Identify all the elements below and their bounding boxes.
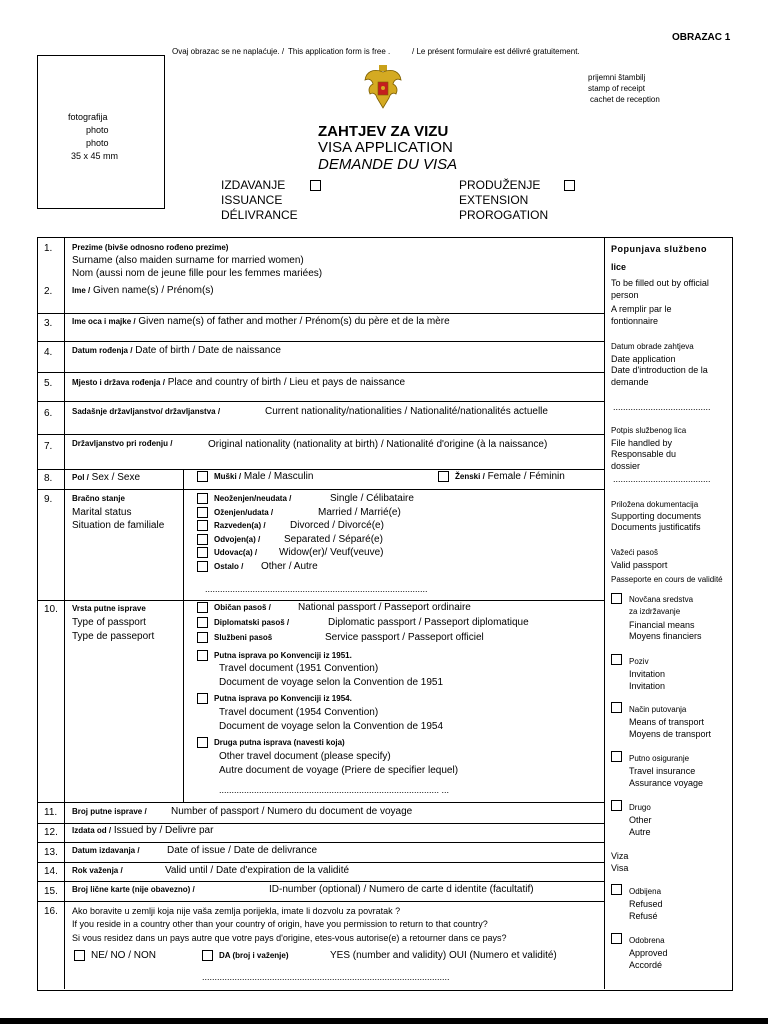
issuance-label-en: ISSUANCE bbox=[221, 193, 283, 207]
sidebar-title-3: To be filled out by official bbox=[611, 278, 709, 288]
field-12-label-rest: Issued by / Delivre par bbox=[113, 825, 214, 836]
sidebar-means-mne-2: za izdržavanje bbox=[629, 607, 681, 616]
stamp-label-3: cachet de reception bbox=[590, 95, 660, 104]
sidebar-date-app-fr-2: demande bbox=[611, 377, 649, 387]
field-3-label-rest: Given name(s) of father and mother / Prénom(s) du père et de la mère bbox=[138, 316, 450, 327]
sex-female-option[interactable] bbox=[438, 471, 565, 482]
passport-1954-mne: Putna isprava po Konvenciji iz 1954. bbox=[214, 694, 352, 704]
sidebar-date-app-fr: Date d'introduction de la bbox=[611, 365, 708, 375]
return-yes-rest: YES (number and validity) OUI (Numero et validité) bbox=[330, 950, 557, 961]
field-16-question-fr: Si vous residez dans un pays autre que votre pays d'origine, etes-vous autorise(e) a retourner dans ce pays? bbox=[72, 933, 507, 943]
sidebar-refused-fr: Refusé bbox=[629, 911, 658, 921]
sidebar-approved-checkbox[interactable] bbox=[611, 933, 622, 944]
passport-1954-checkbox[interactable] bbox=[197, 693, 208, 704]
sidebar-date-app-en: Date application bbox=[611, 354, 676, 364]
sidebar-transport-fr: Moyens de transport bbox=[629, 729, 712, 739]
extension-label-en: EXTENSION bbox=[459, 193, 529, 207]
sidebar-invitation-checkbox[interactable] bbox=[611, 654, 622, 665]
passport-option-national[interactable] bbox=[197, 602, 271, 613]
sidebar-transport-mne: Način putovanja bbox=[629, 705, 687, 714]
sidebar-invitation-en: Invitation bbox=[629, 669, 666, 679]
passport-other-checkbox[interactable] bbox=[197, 737, 208, 748]
passport-diplomatic-mne: Diplomatski pasoš / bbox=[214, 618, 290, 628]
field-4-label[interactable] bbox=[72, 345, 281, 356]
sidebar-date-app-mne: Datum obrade zahtjeva bbox=[611, 342, 694, 351]
sidebar-refused-checkbox[interactable] bbox=[611, 884, 622, 895]
sidebar-title-4: person bbox=[611, 290, 639, 300]
issuance-label-mne: IZDAVANJE bbox=[221, 178, 286, 192]
field-1-label-en: Surname (also maiden surname for married women) bbox=[72, 255, 304, 266]
marital-option-other[interactable] bbox=[197, 561, 243, 572]
sidebar-docs-fr: Documents justificatifs bbox=[611, 522, 701, 532]
sidebar-insurance-checkbox[interactable] bbox=[611, 751, 622, 762]
sidebar-approved-mne: Odobrena bbox=[629, 936, 665, 945]
sidebar-other-checkbox[interactable] bbox=[611, 800, 622, 811]
sex-male-checkbox[interactable] bbox=[197, 471, 208, 482]
field-13-label-mne: Datum izdavanja / bbox=[72, 846, 140, 855]
sidebar-signature-en: File handled by bbox=[611, 438, 673, 448]
sidebar-title-1: Popunjava službeno bbox=[611, 244, 708, 254]
field-2-number: 2. bbox=[44, 286, 53, 297]
field-16-number: 16. bbox=[44, 906, 58, 917]
return-no-option[interactable] bbox=[74, 950, 156, 961]
sidebar-transport-en: Means of transport bbox=[629, 717, 705, 727]
sex-female-checkbox[interactable] bbox=[438, 471, 449, 482]
field-1-label-mne: Prezime (bivše odnosno rođeno prezime) bbox=[72, 243, 229, 252]
sidebar-passport-fr: Passeporte en cours de validité bbox=[611, 575, 723, 584]
field-9-label-fr: Situation de familiale bbox=[72, 520, 165, 531]
return-no-checkbox[interactable] bbox=[74, 950, 85, 961]
marital-single-mne: Neoženjen/neudata / bbox=[214, 494, 292, 504]
passport-option-diplomatic[interactable] bbox=[197, 617, 289, 628]
marital-separated-mne: Odvojen(a) / bbox=[214, 535, 261, 545]
field-10-label-fr: Type de passeport bbox=[72, 631, 155, 642]
field-11-label-mne: Broj putne isprave / bbox=[72, 807, 147, 816]
field-16-question-mne: Ako boravite u zemlji koja nije vaša zemlja porijekla, imate li dozvolu za povratak ? bbox=[72, 906, 401, 916]
marital-separated-checkbox[interactable] bbox=[197, 534, 208, 545]
return-yes-fill-line[interactable]: ................................................................................................... bbox=[202, 972, 450, 982]
field-5-label-rest: Place and country of birth / Lieu et pays de naissance bbox=[167, 377, 406, 388]
return-yes-option[interactable] bbox=[202, 950, 289, 961]
stamp-label-2: stamp of receipt bbox=[588, 84, 645, 93]
title-fr: DEMANDE DU VISA bbox=[318, 156, 458, 173]
marital-other-fill-line[interactable]: ......................................................................................... bbox=[205, 584, 428, 594]
sex-female-rest: Female / Féminin bbox=[487, 471, 565, 483]
sidebar-means-checkbox[interactable] bbox=[611, 593, 622, 604]
marital-other-checkbox[interactable] bbox=[197, 561, 208, 572]
sex-male-mne: Muški / bbox=[214, 472, 242, 482]
field-6-label-mne: Sadašnje državljanstvo/ državljanstva / bbox=[72, 407, 221, 416]
sidebar-title-5: A remplir par le bbox=[611, 304, 672, 314]
field-2-label-rest: Given name(s) / Prénom(s) bbox=[93, 285, 214, 296]
field-7-label-mne: Državljanstvo pri rođenju / bbox=[72, 439, 173, 448]
field-9-label-en: Marital status bbox=[72, 507, 132, 518]
marital-widow-checkbox[interactable] bbox=[197, 547, 208, 558]
field-3-label-mne: Ime oca i majke / bbox=[72, 317, 136, 326]
field-14-label-mne: Rok važenja / bbox=[72, 866, 123, 875]
sidebar-docs-mne: Priložena dokumentacija bbox=[611, 500, 699, 509]
field-5-label-mne: Mjesto i država rođenja / bbox=[72, 378, 165, 387]
marital-divorced-mne: Razveden(a) / bbox=[214, 521, 266, 531]
sidebar-signature-fill-line[interactable]: ....................................... bbox=[613, 474, 711, 484]
return-yes-mne: DA (broj i važenje) bbox=[219, 951, 289, 961]
marital-single-checkbox[interactable] bbox=[197, 493, 208, 504]
passport-1951-fr: Document de voyage selon la Convention de 1951 bbox=[219, 677, 444, 688]
free-notice-fr: / Le présent formulaire est délivré gratuitement. bbox=[412, 47, 580, 56]
passport-option-service[interactable] bbox=[197, 632, 272, 643]
photo-label-3: photo bbox=[86, 138, 109, 148]
field-11-number: 11. bbox=[44, 807, 58, 818]
page-bottom-edge bbox=[0, 1018, 768, 1024]
field-5-number: 5. bbox=[44, 378, 53, 389]
sex-male-rest: Male / Masculin bbox=[243, 471, 314, 483]
sidebar-visa-mne: Viza bbox=[611, 851, 629, 861]
marital-option-widow[interactable] bbox=[197, 547, 257, 558]
marital-option-divorced[interactable] bbox=[197, 520, 266, 531]
free-notice-en: This application form is free . bbox=[288, 47, 391, 56]
passport-service-mne: Službeni pasoš bbox=[214, 633, 273, 643]
field-15-number: 15. bbox=[44, 886, 58, 897]
photo-label-4: 35 x 45 mm bbox=[71, 151, 119, 161]
extension-label-mne: PRODUŽENJE bbox=[459, 178, 541, 192]
sidebar-invitation-fr: Invitation bbox=[629, 681, 666, 691]
passport-1954-en: Travel document (1954 Convention) bbox=[219, 707, 379, 718]
coat-of-arms-emblem bbox=[363, 64, 403, 112]
return-no-label: NE/ NO / NON bbox=[91, 950, 157, 962]
marital-option-separated[interactable] bbox=[197, 534, 260, 545]
field-4-label-rest: Date of birth / Date de naissance bbox=[135, 345, 281, 356]
marital-other-rest: Other / Autre bbox=[261, 561, 318, 572]
title-en: VISA APPLICATION bbox=[318, 139, 453, 156]
field-15-label-mne: Broj lične karte (nije obavezno) / bbox=[72, 885, 195, 894]
sidebar-docs-en: Supporting documents bbox=[611, 511, 702, 521]
sidebar-insurance-mne: Putno osiguranje bbox=[629, 754, 690, 763]
passport-option-other[interactable] bbox=[197, 737, 345, 748]
sidebar-title-6: fontionnaire bbox=[611, 316, 659, 326]
field-7-number: 7. bbox=[44, 441, 53, 452]
sidebar-date-fill-line[interactable]: ....................................... bbox=[613, 402, 711, 412]
extension-label-fr: PROROGATION bbox=[459, 208, 549, 222]
marital-separated-rest: Separated / Séparé(e) bbox=[284, 534, 383, 545]
sidebar-title-2: lice bbox=[611, 262, 627, 272]
field-14-label-rest: Valid until / Date d'expiration de la validité bbox=[165, 865, 350, 876]
field-7-label-rest: Original nationality (nationality at birth) / Nationalité d'origine (à la naissance) bbox=[208, 439, 548, 450]
field-12-label[interactable] bbox=[72, 825, 213, 836]
sidebar-signature-fr: Responsable du bbox=[611, 449, 677, 459]
marital-divorced-checkbox[interactable] bbox=[197, 520, 208, 531]
field-8-number: 8. bbox=[44, 473, 53, 484]
field-14-number: 14. bbox=[44, 866, 58, 877]
stamp-label-1: prijemni štambilj bbox=[588, 73, 646, 82]
marital-married-mne: Oženjen/udata / bbox=[214, 508, 274, 518]
return-yes-checkbox[interactable] bbox=[202, 950, 213, 961]
field-2-label[interactable] bbox=[72, 285, 214, 296]
marital-single-rest: Single / Célibataire bbox=[330, 493, 414, 504]
passport-1951-mne: Putna isprava po Konvenciji iz 1951. bbox=[214, 651, 352, 661]
field-10-label-mne: Vrsta putne isprave bbox=[72, 604, 146, 613]
passport-option-1954[interactable] bbox=[197, 693, 352, 704]
field-1-number: 1. bbox=[44, 243, 53, 254]
field-9-label-mne: Bračno stanje bbox=[72, 494, 125, 503]
sidebar-approved-fr: Accordé bbox=[629, 960, 663, 970]
passport-other-en: Other travel document (please specify) bbox=[219, 751, 391, 762]
field-8-label bbox=[72, 472, 140, 483]
field-12-number: 12. bbox=[44, 827, 58, 838]
field-13-number: 13. bbox=[44, 847, 58, 858]
field-8-label-mne: Pol / bbox=[72, 473, 89, 482]
sex-male-option[interactable] bbox=[197, 471, 313, 482]
field-15-label-rest: ID-number (optional) / Numero de carte d identite (facultatif) bbox=[269, 884, 534, 895]
field-4-number: 4. bbox=[44, 347, 53, 358]
field-9-number: 9. bbox=[44, 494, 53, 505]
sidebar-refused-mne: Odbijena bbox=[629, 887, 662, 896]
sidebar-passport-en: Valid passport bbox=[611, 560, 668, 570]
field-13-label-rest: Date of issue / Date de delivrance bbox=[167, 845, 318, 856]
field-3-label[interactable] bbox=[72, 316, 450, 327]
sidebar-invitation-mne: Poziv bbox=[629, 657, 649, 666]
sidebar-refused-en: Refused bbox=[629, 899, 663, 909]
passport-service-checkbox[interactable] bbox=[197, 632, 208, 643]
passport-1954-fr: Document de voyage selon la Convention de 1954 bbox=[219, 721, 444, 732]
field-12-label-mne: Izdata od / bbox=[72, 826, 112, 835]
sidebar-insurance-en: Travel insurance bbox=[629, 766, 696, 776]
title-mne: ZAHTJEV ZA VIZU bbox=[318, 123, 449, 140]
passport-national-checkbox[interactable] bbox=[197, 602, 208, 613]
passport-diplomatic-checkbox[interactable] bbox=[197, 617, 208, 628]
passport-option-1951[interactable] bbox=[197, 650, 352, 661]
free-notice-mne: Ovaj obrazac se ne naplaćuje. / bbox=[172, 47, 285, 56]
sidebar-visa-en: Visa bbox=[611, 863, 629, 873]
sidebar-transport-checkbox[interactable] bbox=[611, 702, 622, 713]
sidebar-signature-fr-2: dossier bbox=[611, 461, 641, 471]
passport-other-fr: Autre document de voyage (Priere de specifier lequel) bbox=[219, 765, 459, 776]
field-10-number: 10. bbox=[44, 604, 58, 615]
sex-female-mne: Ženski / bbox=[455, 472, 485, 482]
field-2-label-mne: Ime / bbox=[72, 286, 91, 295]
issuance-label-fr: DÉLIVRANCE bbox=[221, 208, 298, 222]
form-number: OBRAZAC 1 bbox=[672, 32, 731, 43]
sidebar-means-mne: Novčana sredstva bbox=[629, 595, 694, 604]
sidebar-other-mne: Drugo bbox=[629, 803, 651, 812]
marital-option-single[interactable] bbox=[197, 493, 291, 504]
passport-1951-checkbox[interactable] bbox=[197, 650, 208, 661]
sidebar-passport-mne: Važeći pasoš bbox=[611, 548, 658, 557]
field-4-label-mne: Datum rođenja / bbox=[72, 346, 133, 355]
passport-other-fill-line[interactable]: ........................................................................................ ... bbox=[219, 785, 450, 795]
sidebar-approved-en: Approved bbox=[629, 948, 668, 958]
field-16-question-en: If you reside in a country other than your country of origin, have you permission to return to that country? bbox=[72, 919, 488, 929]
extension-checkbox[interactable] bbox=[564, 180, 575, 191]
passport-service-rest: Service passport / Passeport officiel bbox=[325, 632, 484, 643]
photo-box[interactable] bbox=[37, 55, 165, 209]
passport-1951-en: Travel document (1951 Convention) bbox=[219, 663, 379, 674]
field-11-label-rest: Number of passport / Numero du document de voyage bbox=[171, 806, 413, 817]
sidebar-means-fr: Moyens financiers bbox=[629, 631, 702, 641]
field-8-label-rest: Sex / Sexe bbox=[91, 472, 141, 483]
field-6-label-rest: Current nationality/nationalities / Nationalité/nationalités actuelle bbox=[265, 406, 548, 417]
sidebar-other-en: Other bbox=[629, 815, 652, 825]
field-1-label-fr: Nom (aussi nom de jeune fille pour les femmes mariées) bbox=[72, 268, 323, 279]
photo-label-2: photo bbox=[86, 125, 109, 135]
field-5-label[interactable] bbox=[72, 377, 405, 388]
marital-widow-mne: Udovac(a) / bbox=[214, 548, 258, 558]
field-3-number: 3. bbox=[44, 318, 53, 329]
marital-other-mne: Ostalo / bbox=[214, 562, 244, 572]
marital-divorced-rest: Divorced / Divorcé(e) bbox=[290, 520, 384, 531]
sidebar-insurance-fr: Assurance voyage bbox=[629, 778, 704, 788]
marital-widow-rest: Widow(er)/ Veuf(veuve) bbox=[279, 547, 384, 558]
passport-national-mne: Običan pasoš / bbox=[214, 603, 271, 613]
sidebar-signature-mne: Potpis službenog lica bbox=[611, 426, 687, 435]
passport-other-mne: Druga putna isprava (navesti koja) bbox=[214, 738, 345, 748]
sidebar-means-en: Financial means bbox=[629, 620, 695, 630]
field-6-number: 6. bbox=[44, 408, 53, 419]
passport-national-rest: National passport / Passeport ordinaire bbox=[298, 602, 471, 613]
sidebar-other-fr: Autre bbox=[629, 827, 651, 837]
marital-option-married[interactable] bbox=[197, 507, 273, 518]
marital-married-rest: Married / Marrié(e) bbox=[318, 507, 401, 518]
issuance-checkbox[interactable] bbox=[310, 180, 321, 191]
marital-married-checkbox[interactable] bbox=[197, 507, 208, 518]
field-10-label-en: Type of passport bbox=[72, 617, 146, 628]
passport-diplomatic-rest: Diplomatic passport / Passeport diplomatique bbox=[328, 617, 529, 628]
photo-label-1: fotografija bbox=[68, 112, 108, 122]
